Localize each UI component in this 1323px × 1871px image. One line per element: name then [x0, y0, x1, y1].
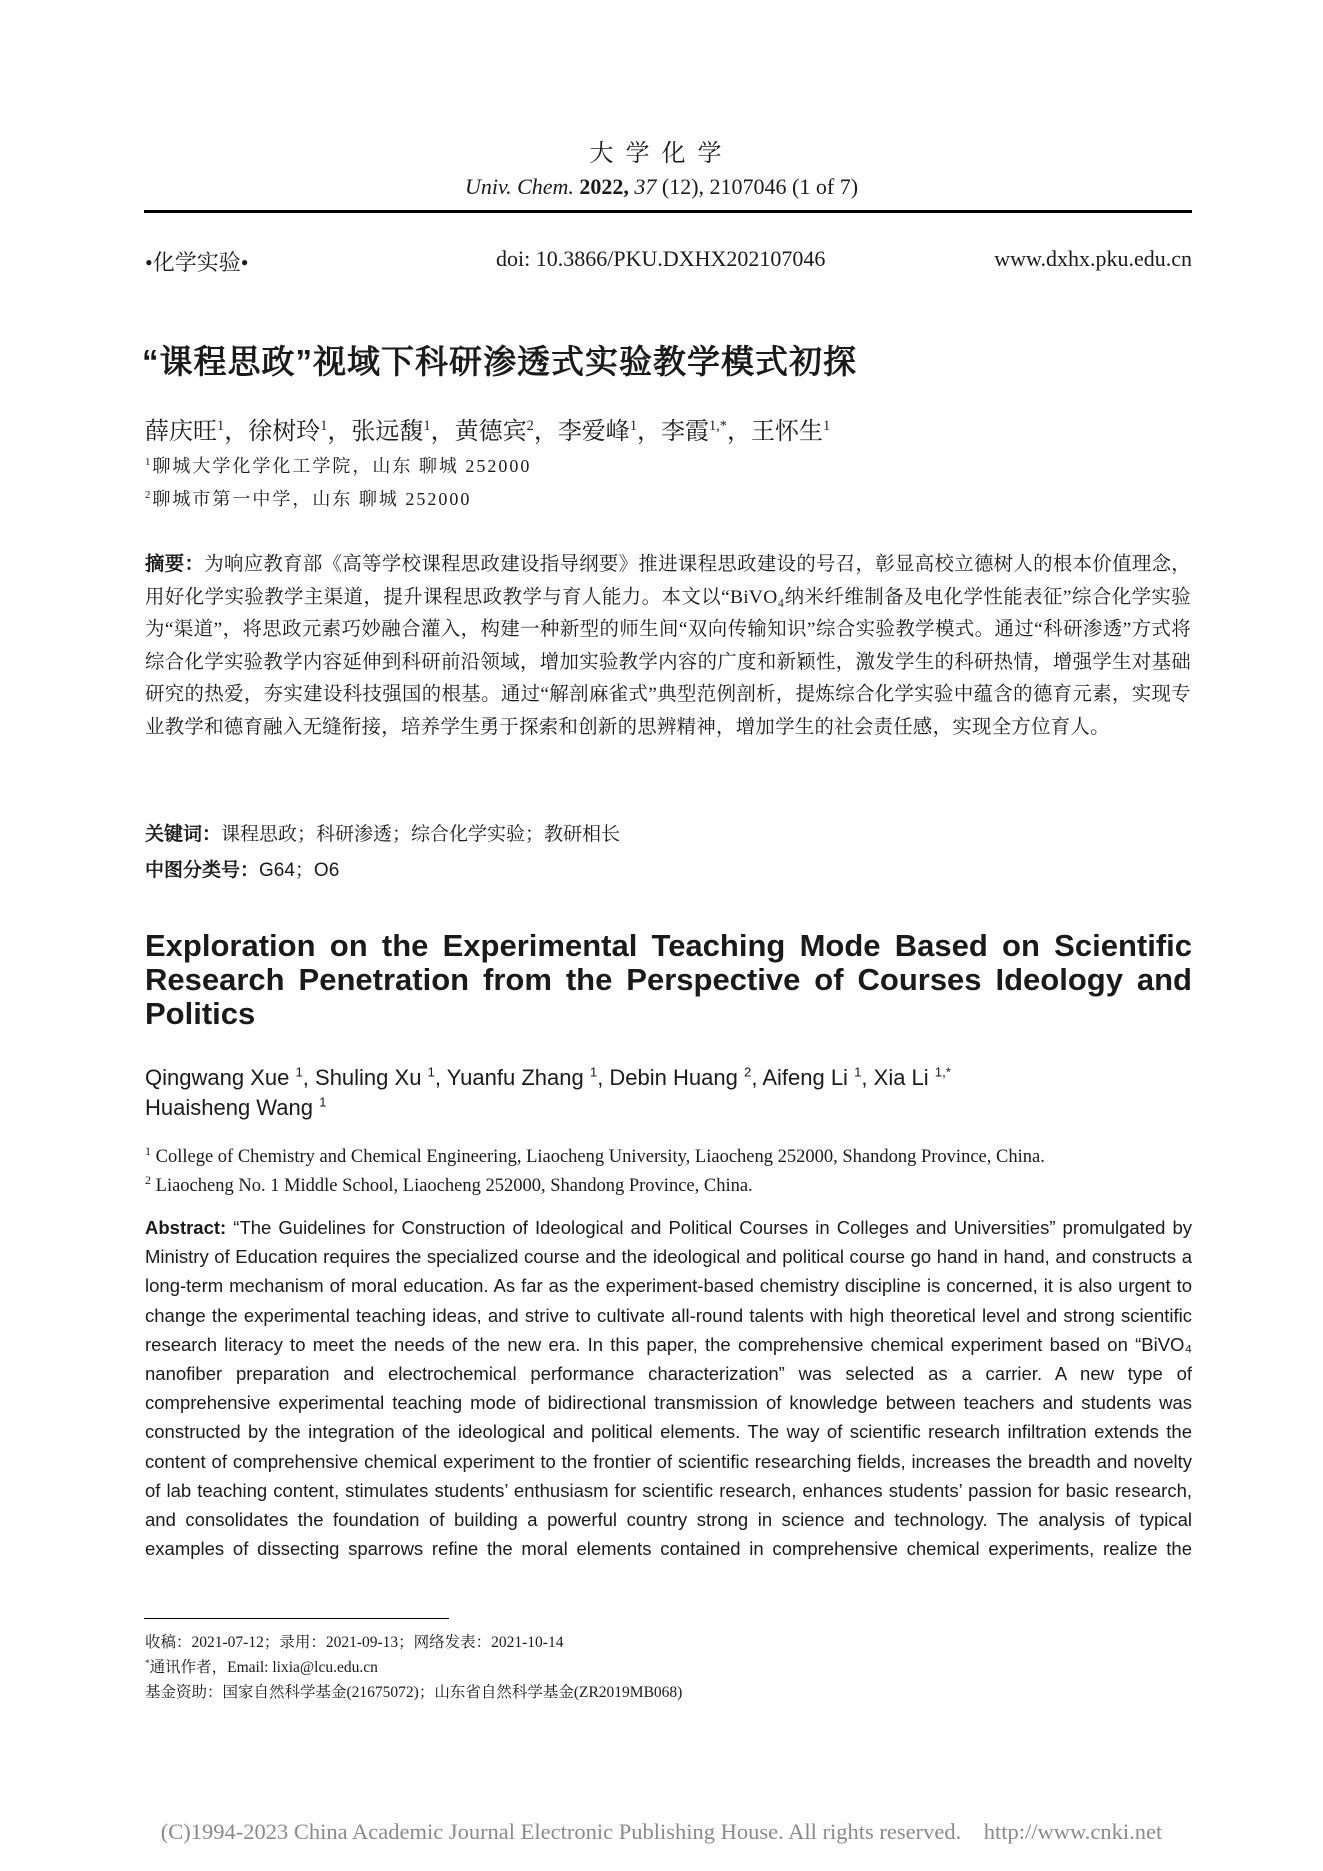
author-cn: 张远馥 — [351, 419, 424, 445]
abstract-cn-text: 为响应教育部《高等学校课程思政建设指导纲要》推进课程思政建设的号召，彰显高校立德树人的根本价值理念，用好化学实验教学主渠道，提升课程思政教学与育人能力。本文以“BiVO₄纳米纤维制备及电化学性能表征”综合化学实验为“渠道”，将思政元素巧妙融合灌入，构建一种新型的师生间“双向传输知识”综合实验教学模式。通过“科研渗透”方式将综合化学实验教学内容延伸到科研前沿领域，增加实验教学内容的广度和新颖性，激发学生的科研热情，增强学生对基础研究的热爱，夯实建设科技强国的根基。通过“解剖麻雀式”典型范例剖析，提炼综合化学实验中蕴含的德育元素，实现专业教学和德育融入无缝衔接，培养学生勇于探索和创新的思辨精神，增加学生的社会责任感，实现全方位育人。 — [145, 554, 1191, 738]
authors-en — [145, 1063, 1145, 1123]
author-separator: ， — [430, 419, 455, 445]
journal-year: 2022, — [579, 174, 629, 199]
author-en-affil-mark: 1 — [854, 1064, 862, 1080]
author-separator: ， — [727, 419, 752, 445]
author-en-affil-mark: 2 — [743, 1064, 752, 1080]
author-cn-affil-mark: 1 — [629, 418, 638, 434]
authors-en-line2 — [145, 1093, 1145, 1123]
author-separator: , — [302, 1065, 316, 1090]
author-en: Yuanfu Zhang — [446, 1065, 590, 1090]
title-cn: “课程思政”视域下科研渗透式实验教学模式初探 — [142, 343, 857, 380]
abstract-cn-label: 摘要： — [145, 552, 205, 575]
keywords-text: 课程思政；科研渗透；综合化学实验；教研相长 — [221, 824, 621, 845]
keywords-label: 关键词： — [145, 824, 222, 845]
footnote-rule — [144, 1618, 449, 1619]
journal-volume: 37 — [634, 174, 657, 199]
author-en-affil-mark: 1 — [295, 1064, 303, 1080]
author-separator: , — [861, 1065, 874, 1090]
authors-cn — [145, 411, 830, 446]
affiliation-cn-1: $^1$聊城大学化学化工学院，山东 聊城 252000 — [145, 456, 532, 476]
author-en: Huaisheng Wang — [145, 1095, 320, 1120]
author-cn-affil-mark: 1 — [423, 418, 431, 434]
author-separator: ， — [637, 419, 662, 445]
author-cn: 黄德宾 — [454, 419, 527, 445]
journal-abbrev: Univ. Chem. — [464, 174, 574, 199]
author-en: Xia Li — [873, 1065, 935, 1090]
author-separator: , — [434, 1065, 447, 1090]
author-cn: 王怀生 — [751, 419, 824, 445]
author-separator: , — [751, 1065, 763, 1090]
author-en: Shuling Xu — [315, 1065, 428, 1090]
keywords-cn — [145, 819, 620, 846]
footnote-funding: 基金资助：国家自然科学基金(21675072)；山东省自然科学基金(ZR2019MB068) — [145, 1684, 683, 1701]
author-en: Debin Huang — [609, 1065, 744, 1090]
journal-website[interactable]: www.dxhx.pku.edu.cn — [994, 246, 1192, 271]
abstract-en-label: Abstract: — [145, 1217, 227, 1238]
clc-label: 中图分类号： — [145, 860, 260, 881]
affiliation-en-1: $^1$ College of Chemistry and Chemical Engineering, Liaocheng University, Liaocheng 252000, Shandong Province, China. — [145, 1143, 1045, 1167]
journal-citation — [0, 174, 1323, 200]
affiliation-cn-2: $^2$聊城市第一中学，山东 聊城 252000 — [145, 489, 472, 509]
title-en: Exploration on the Experimental Teaching Mode Based on Scientific Research Penetration from the Perspective of Courses Ideology and Politics — [145, 928, 1192, 1031]
author-en-affil-mark: 1 — [589, 1064, 598, 1080]
clc-number — [145, 855, 339, 882]
author-cn-affil-mark: 1 — [320, 418, 328, 434]
author-cn: 薛庆旺 — [145, 419, 217, 445]
journal-name-cn: 大学化学 — [589, 141, 734, 167]
author-en: Qingwang Xue — [145, 1065, 296, 1090]
journal-issue-pages: (12), 2107046 (1 of 7) — [661, 174, 859, 199]
author-cn: 李霞 — [661, 419, 710, 445]
author-cn-affil-mark: 1,* — [709, 418, 728, 434]
doi[interactable]: doi: 10.3866/PKU.DXHX202107046 — [496, 246, 826, 271]
author-en: Aifeng Li — [762, 1065, 855, 1090]
footnote-dates: 收稿：2021-07-12；录用：2021-09-13；网络发表：2021-10-14 — [145, 1634, 564, 1651]
author-en-affil-mark: 1,* — [934, 1064, 951, 1080]
copyright-notice: (C)1994-2023 China Academic Journal Electronic Publishing House. All rights reserved. http://www.cnki.net — [160, 1819, 1163, 1844]
authors-en-line1 — [145, 1063, 1145, 1093]
author-separator: ， — [327, 419, 352, 445]
author-separator: , — [597, 1065, 610, 1090]
header-rule — [144, 210, 1192, 213]
abstract-en — [145, 1213, 1192, 1563]
author-cn-affil-mark: 2 — [526, 418, 534, 434]
author-separator: ， — [224, 419, 249, 445]
footnote-corresponding: *通讯作者，Email: lixia@lcu.edu.cn — [145, 1658, 378, 1676]
author-cn: 徐树玲 — [248, 419, 321, 445]
author-en-affil-mark: 1 — [319, 1094, 327, 1110]
author-separator: ， — [533, 419, 558, 445]
abstract-en-text: “The Guidelines for Construction of Ideological and Political Courses in Colleges and Universities” promulgated by Ministry of Education requires the specialized course and the ideological and political course go hand in hand, and constructs a long-term mechanism of moral education. As far as the experiment-based chemistry discipline is concerned, it is also urgent to change the experimental teaching ideas, and strive to cultivate all-round talents with high theoretical level and strong scientific research literacy to meet the needs of the new era. In this paper, the comprehensive chemical experiment based on “BiVO₄ nanofiber preparation and electrochemical performance characterization” was selected as a carrier. A new type of comprehensive experimental teaching mode of bidirectional transmission of knowledge between teachers and students was constructed by the integration of the ideological and political elements. The way of scientific research infiltration extends the content of comprehensive chemical experiment to the frontier of scientific researching fields, increases the breadth and novelty of lab teaching content, stimulates students’ enthusiasm for scientific research, enhances students’ passion for basic research, and consolidates the foundation of building a powerful country strong in science and technology. The analysis of typical examples of dissecting sparrows refine the moral elements contained in comprehensive chemical experiments, realize the — [145, 1217, 1193, 1560]
affiliation-en-2: $^2$ Liaocheng No. 1 Middle School, Liaocheng 252000, Shandong Province, China. — [145, 1172, 753, 1196]
author-cn-affil-mark: 1 — [823, 418, 831, 434]
abstract-cn — [145, 548, 1191, 745]
section-tag: •化学实验• — [145, 250, 249, 275]
author-cn-affil-mark: 1 — [217, 418, 225, 434]
clc-text: G64；O6 — [259, 860, 340, 881]
author-cn: 李爱峰 — [557, 419, 630, 445]
author-en-affil-mark: 1 — [427, 1064, 435, 1080]
